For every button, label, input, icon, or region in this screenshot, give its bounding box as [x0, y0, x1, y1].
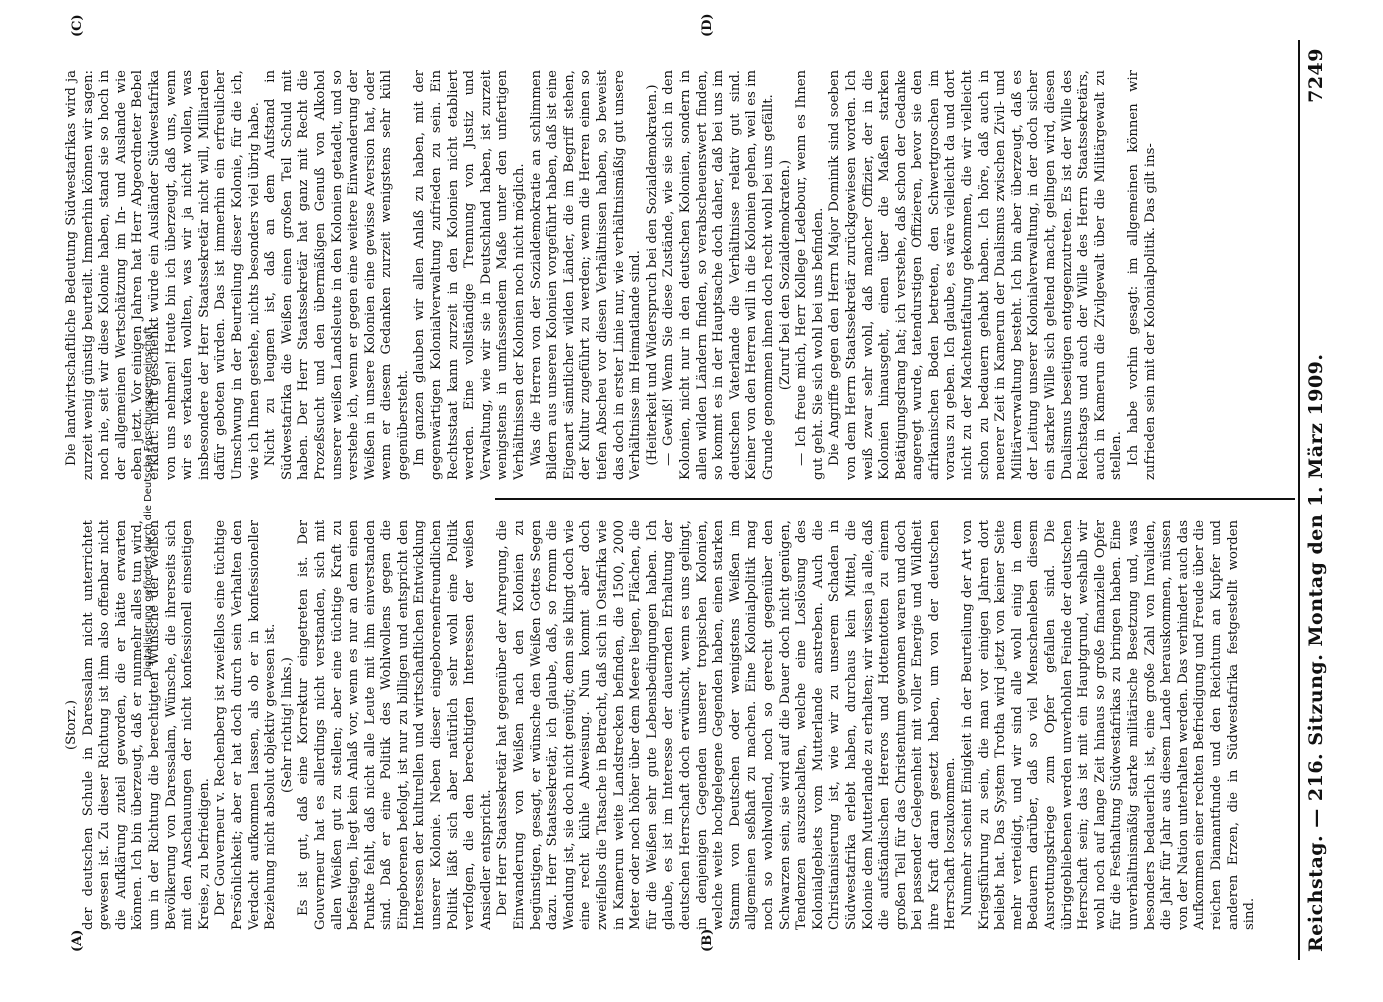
margin-mark-a: (A): [70, 929, 85, 952]
margin-mark-b: (B): [700, 928, 715, 952]
paragraph: Die Angriffe gegen den Herrn Major Dominik sind soeben von dem Herrn Staatssekretär zurückgewiesen worden. Ich weiß zwar sehr wohl, daß mancher Offizier, der in die Kolonien hinausgeht, einen über die Maßen starken Betätigungsdrang hat; ich verstehe, daß schon der Gedanke angeregt wurde, tatendurstigen Offizieren, bevor sie den afrikanischen Boden betreten, den Schwertgroschen im voraus zu geben. Ich glaube, es wäre vielleicht da und dort nicht zu der Machtentfaltung gekommen, die wir vielleicht schon zu bedauern gehabt haben. Ich höre, daß auch in neuerer Zeit in Kamerun der Dualismus zwischen Zivil- und Militärverwaltung besteht. Ich bin aber überzeugt, daß es der Leitung unserer Kolonialverwaltung, in der doch sicher ein starker Wille sich geltend macht, gelingen wird, diesen Dualismus beseitigen entgegenzutreten. Es ist der Wille des Reichstags und auch der Wille des Herrn Staatssekretärs, auch in Kamerun die Zivilgewalt über die Militärgewalt zu stellen.: [827, 70, 1125, 480]
paragraph: Ich habe vorhin gesagt: im allgemeinen können wir zufrieden sein mit der Kolonialpolitik. Das gilt ins-: [1126, 70, 1158, 480]
digitization-credit: Digitalisierung gefördert durch die Deutsche Forschungsgemeinschaft: [143, 326, 154, 678]
paragraph: Im ganzen glauben wir allen Anlaß zu haben, mit der gegenwärtigen Kolonialverwaltung zufrieden zu sein. Ein Rechtsstaat kann zurzeit in den Kolonien nicht etabliert werden. Eine vollständige Trennung von Justiz und Verwaltung, wie wir sie in Deutschland haben, ist zurzeit wenigstens in umfassendem Maße unter den unfertigen Verhältnissen der Kolonien noch nicht möglich.: [412, 70, 528, 480]
left-column: [64, 520, 1294, 930]
column-divider: [495, 498, 1295, 500]
header-center: Montag den 1. März 1909.: [1305, 353, 1327, 647]
page-number: 7249: [1305, 48, 1327, 103]
header-left: Reichstag. — 216. Sitzung.: [1305, 653, 1327, 952]
paragraph: der deutschen Schule in Daressalam nicht unterrichtet gewesen ist. Zu dieser Richtung ist ihm also offenbar nicht die Aufklärung zuteil geworden, die er hätte erwarten können. Ich bin überzeugt, daß er nunmehr alles tun wird, um in der Richtung die berechtigten Wünsche der weißen Bevölkerung von Daressalam, Wünsche, die ihrerseits sich mit den Anschauungen der nicht konfessionell einseitigen Kreise, zu befriedigen.: [80, 520, 212, 930]
paragraph: Die landwirtschaftliche Bedeutung Südwestafrikas wird ja zurzeit wenig günstig beurteilt. Immerhin können wir sagen: noch nie, seit wir diese Kolonie haben, stand sie so hoch in der allgemeinen Wertschätzung im In- und Auslande wie eben jetzt. Vor einigen Jahren hat Herr Abgeordneter Bebel erklärt: nicht geschenkt würde ein Ausländer Südwestafrika von uns nehmen! Heute bin ich überzeugt, daß uns, wenn wir es verkaufen wollten, was wir ja nicht wollen, was insbesondere der Herr Staatssekretär nicht will, Milliarden dafür geboten würden. Das ist immerhin ein erfreulicher Umschwung in der Beurteilung dieser Kolonie, für die ich, wie ich Ihnen gestehe, nichts besonders viel übrig habe.: [64, 70, 262, 480]
right-column: [64, 70, 1294, 480]
paragraph: Was die Herren von der Sozialdemokratie an schlimmen Bildern aus unseren Kolonien vorgeführt haben, daß ist eine Eigenart sämtlicher wilden Länder, die im Begriff stehen, der Kultur zugeführt zu werden; wenn die Herren einen so tiefen Abscheu vor diesen Verhältnissen haben, so beweist das doch in erster Linie nur, wie verhältnismäßig gut unsere Verhältnisse im Heimatlande sind.: [528, 70, 644, 480]
paragraph: Der Gouverneur v. Rechenberg ist zweifellos eine tüchtige Persönlichkeit; aber er hat doch durch sein Verhalten den Verdacht aufkommen lassen, als ob er in konfessioneller Beziehung nicht absolut objektiv gewesen ist.: [213, 520, 279, 930]
paragraph: — Gewiß! Wenn Sie diese Zustände, wie sie sich in den Kolonien, nicht nur in den deutschen Kolonien, sondern in allen wilden Ländern finden, so verabscheuenswert finden, so kommt es in der Hauptsache doch daher, daß bei uns im deutschen Vaterlande die Verhältnisse relativ gut sind. Keiner von den Herren will in die Kolonien gehen, weil es im Grunde genommen ihnen doch recht wohl bei uns gefällt.: [661, 70, 776, 480]
paragraph: (Storz.): [64, 700, 79, 751]
margin-mark-d: (D): [700, 13, 715, 37]
header-rule: [1298, 40, 1300, 960]
margin-mark-c: (C): [70, 14, 85, 37]
stage-direction: (Zuruf bei den Sozialdemokraten.): [777, 159, 793, 391]
paragraph: — Ich freue mich, Herr Kollege Ledebour, wenn es Ihnen gut geht. Sie sich wohl bei uns befinden.: [794, 70, 826, 480]
page-header: [1305, 40, 1329, 960]
stage-direction: (Heiterkeit und Widerspruch bei den Sozialdemokraten.): [644, 84, 660, 466]
stage-direction: (Sehr richtig! links.): [279, 657, 295, 793]
paragraph: Nicht zu leugnen ist, daß an dem Aufstand in Südwestafrika die Weißen einen großen Teil Schuld mit haben. Der Herr Staatssekretär hat ganz mit Recht die Prozeßsucht und den übermäßigen Genuß von Alkohol unserer weißen Landsleute in den Kolonien getadelt, und so verstehe ich, wenn er gegen eine weitere Einwanderung der Weißen in unsere Kolonien eine gewisse Aversion hat, oder wenn er diesem Gedanken zurzeit wenigstens sehr kühl gegenübersteht.: [263, 70, 411, 480]
paragraph: Der Herr Staatssekretär hat gegenüber der Anregung, die Einwanderung von Weißen nach den Kolonien zu begünstigen, gesagt, er wünsche den Weißen Gottes Segen dazu. Herr Staatssekretär, ich glaube, daß, so fromm die Wendung ist, sie doch nicht genügt; denn sie klingt doch wie eine recht kühle Abweisung. Nun kommt aber doch zweifellos die Tatsache in Betracht, daß sich in Ostafrika wie in Kamerun weite Landstrecken befinden, die 1500, 2000 Meter oder noch höher über dem Meere liegen, Flächen, die für die Weißen sehr gute Lebensbedingungen haben. Ich glaube, es ist im Interesse der dauernden Erhaltung der deutschen Herrschaft doch erwünscht, wenn es uns gelingt, in denjenigen Gegenden unserer tropischen Kolonien, welche weite hochgelegene Gegenden haben, einen starken Stamm von Deutschen oder wenigstens Weißen im allgemeinen seßhaft zu machen. Eine Kolonialpolitik mag noch so wohlwollend, noch so gerecht gegenüber den Schwarzen sein, sie wird auf die Dauer doch nicht genügen, Tendenzen auszuschalten, welche eine Loslösung des Kolonialgebiets vom Mutterlande anstreben. Auch die Christianisierung ist, wie wir zu unserem Schaden in Südwestafrika erlebt haben, durchaus kein Mittel, die Kolonie dem Mutterlande zu erhalten; wir wissen ja alle, daß die aufständischen Hereros und Hottentotten zu einem großen Teil für das Christentum gewonnen waren und doch bei passender Gelegenheit mit voller Energie und Wildheit ihre Kraft daran gesetzt haben, um von der deutschen Herrschaft loszukommen.: [495, 520, 959, 930]
paragraph: Es ist gut, daß eine Korrektur eingetreten ist. Der Gouverneur hat es allerdings nicht verstanden, sich mit allen Weißen gut zu stellen; aber eine tüchtige Kraft zu befestigen, liegt kein Anlaß vor, wenn es nur an dem einen Punkte fehlt, daß nicht alle Leute mit ihm einverstanden sind. Daß er eine Politik des Wohlwollens gegen die Eingeborenen befolgt, ist nur zu billigen und entspricht den Interessen der kulturellen und wirtschaftlichen Entwicklung unserer Kolonie. Neben dieser eingeborenenfreundlichen Politik läßt sich aber natürlich sehr wohl eine Politik verfolgen, die den berechtigten Interessen der weißen Ansiedler entspricht.: [296, 520, 494, 930]
paragraph: Nunmehr scheint Einigkeit in der Beurteilung der Art von Kriegsführung zu sein, die man vor einigen Jahren dort beliebt hat. Das System Trotha wird jetzt von keiner Seite mehr verteidigt, und wir sind alle wohl einig in dem Bedauern darüber, daß so viel Menschenleben diesem Ausrottungskriege zum Opfer gefallen sind. Die übriggebliebenen werden unverhohlen Feinde der deutschen Herrschaft sein; das ist mit ein Hauptgrund, weshalb wir wohl noch auf lange Zeit hinaus so große finanzielle Opfer für die Festhaltung Südwestafrikas zu bringen haben. Eine unverhältnismäßig starke militärische Besetzung und, was besonders bedauerlich ist, eine große Zahl von Invaliden, die Jahr für Jahr aus diesem Lande herauskommen, müssen von der Nation unterhalten werden. Das verhindert auch das Aufkommen einer rechten Befriedigung und Freude über die reichen Diamantfunde und den Reichtum an Kupfer und anderen Erzen, die in Südwestafrika festgestellt worden sind.: [960, 520, 1258, 930]
